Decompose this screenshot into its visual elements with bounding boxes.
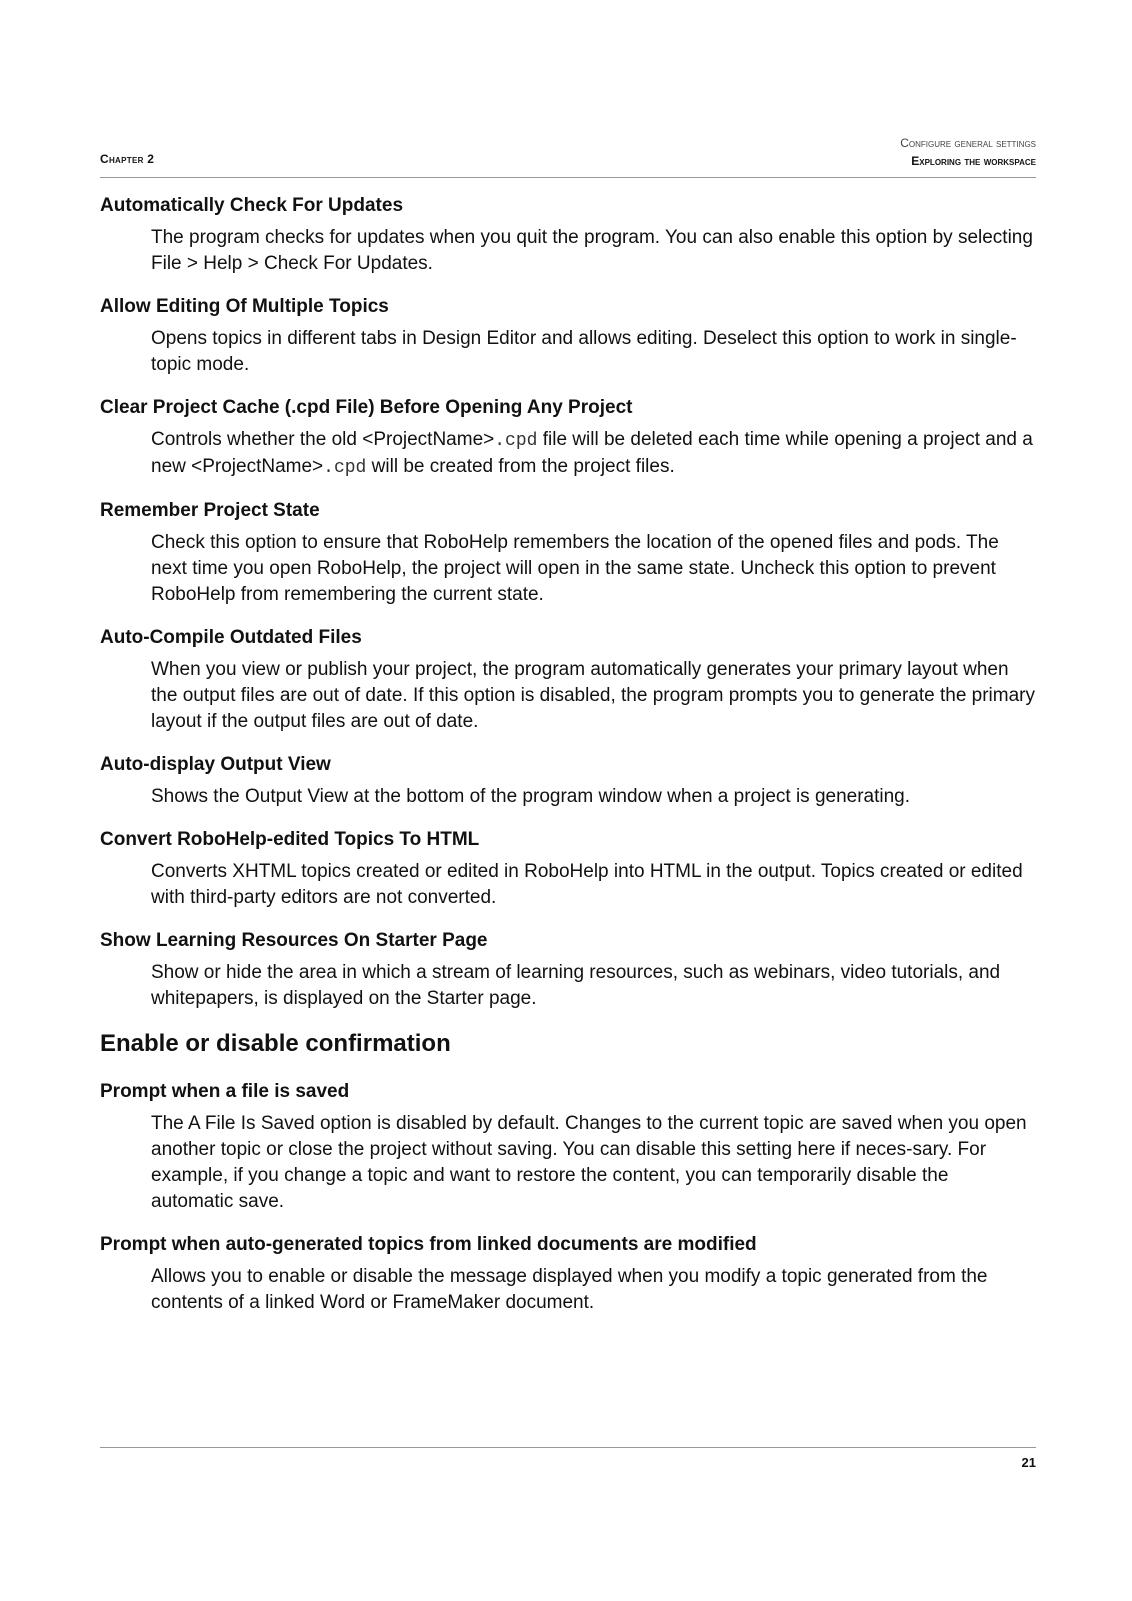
option-item [100,395,1036,481]
option-title: Convert RoboHelp-edited Topics To HTML [100,829,480,850]
option-title: Show Learning Resources On Starter Page [100,930,488,951]
option-description: Controls whether the old <ProjectName>.cpd file will be deleted each time while opening a project and a new <ProjectName>.cpd will be created from the project files. [151,429,1033,478]
option-title: Allow Editing Of Multiple Topics [100,296,389,317]
option-item [100,294,1036,378]
page-number: 21 [1021,1455,1036,1470]
option-description: Check this option to ensure that RoboHelp remembers the location of the opened files and pods. The next time you open RoboHelp, the project will open in the same state. Uncheck this option to prevent RoboHelp from remembering the current state. [151,532,999,605]
option-title: Prompt when auto-generated topics from linked documents are modified [100,1234,757,1255]
option-description: Show or hide the area in which a stream of learning resources, such as webinars, video tutorials, and whitepapers, is displayed on the Starter page. [151,962,1001,1009]
header-rule [100,177,1036,178]
section-label: Configure general settings [900,136,1036,150]
option-title: Prompt when a file is saved [100,1081,350,1102]
section-heading: Enable or disable confirmation [100,1030,451,1057]
option-item [100,752,1036,810]
footer-rule [100,1447,1036,1448]
option-item [100,498,1036,608]
option-description: The program checks for updates when you quit the program. You can also enable this option by selecting File > Help > Check For Updates. [151,227,1033,274]
option-item [100,625,1036,735]
option-description: Converts XHTML topics created or edited in RoboHelp into HTML in the output. Topics created or edited with third-party editors are not converted. [151,861,1023,908]
option-title: Remember Project State [100,500,320,521]
option-item [100,928,1036,1012]
running-header [900,134,1036,170]
option-description: Allows you to enable or disable the message displayed when you modify a topic generated from the contents of a linked Word or FrameMaker document. [151,1266,988,1313]
code-extension: .cpd [323,458,367,478]
option-title: Automatically Check For Updates [100,195,404,216]
code-extension: .cpd [494,431,538,451]
option-description: Opens topics in different tabs in Design Editor and allows editing. Deselect this option to work in single-topic mode. [151,328,1017,375]
chapter-label: Chapter 2 [100,152,155,166]
subsection-label: Exploring the workspace [911,154,1036,168]
option-item [100,1079,1036,1215]
option-title: Clear Project Cache (.cpd File) Before Opening Any Project [100,397,633,418]
option-title: Auto-Compile Outdated Files [100,627,362,648]
option-item [100,827,1036,911]
option-description: The A File Is Saved option is disabled by default. Changes to the current topic are saved when you open another topic or close the project without saving. You can disable this setting here if neces-sary. For example, if you change a topic and want to restore the content, you can temporarily disable the automatic save. [151,1113,1027,1212]
option-description: Shows the Output View at the bottom of the program window when a project is generating. [151,786,911,807]
main-content [100,193,1036,1333]
option-description: When you view or publish your project, the program automatically generates your primary layout when the output files are out of date. If this option is disabled, the program prompts you to generate the primary layout if the output files are out of date. [151,659,1036,732]
option-item [100,1232,1036,1316]
option-item [100,193,1036,277]
option-title: Auto-display Output View [100,754,331,775]
